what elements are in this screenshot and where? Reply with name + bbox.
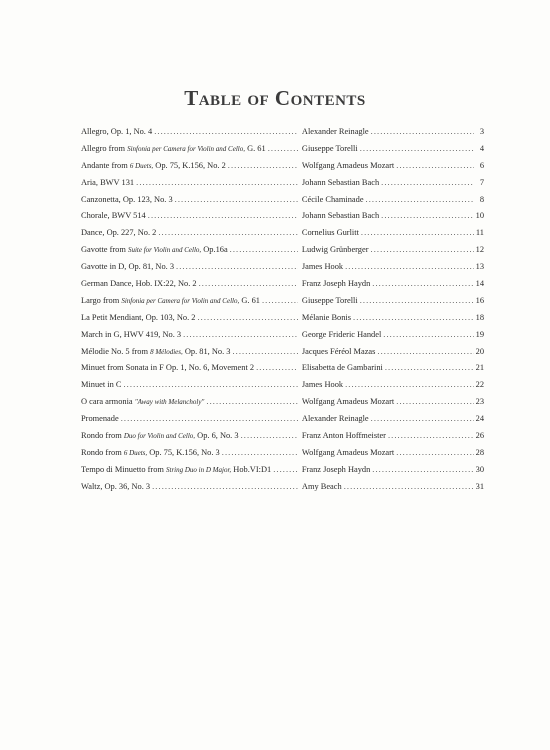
toc-entry [81,444,484,461]
entry-title: Minuet in C [81,380,122,390]
entry-composer: Amy Beach [301,481,342,491]
toc-entry [81,123,484,140]
entry-composer: Franz Joseph Haydn [301,464,371,474]
entry-title: Allegro, Op. 1, No. 4 [81,126,153,136]
entry-title: Dance, Op. 227, No. 2 [81,228,157,238]
toc-entry [81,140,484,157]
entry-composer: Mélanie Bonis [301,312,351,322]
entry-title: Gavotte in D, Op. 81, No. 3 [81,262,175,272]
toc-entry [81,309,484,326]
toc-entry [81,410,484,427]
entry-title: Waltz, Op. 36, No. 3 [81,481,151,491]
entry-composer: Johann Sebastian Bach [301,211,380,221]
entry-composer: Wolfgang Amadeus Mozart [301,447,395,457]
entry-title: German Dance, Hob. IX:22, No. 2 [81,278,197,288]
entry-title: La Petit Mendiant, Op. 103, No. 2 [81,312,196,322]
entry-page: 11 [475,228,484,238]
entry-title: March in G, HWV 419, No. 3 [81,329,182,339]
toc-entry [81,292,484,309]
entry-page: 20 [475,346,484,356]
entry-composer: Elisabetta de Gambarini [301,363,383,373]
entry-page: 24 [475,414,484,424]
toc-entry [81,478,484,495]
entry-title: Rondo from Duo for Violin and Cello, Op. 6, No. 3 [81,430,239,440]
entry-page: 7 [479,177,484,187]
entry-page: 12 [475,245,484,255]
entry-composer: Giuseppe Torelli [301,295,358,305]
toc-entry [81,258,484,275]
entry-page: 21 [475,363,484,373]
entry-page: 19 [475,329,484,339]
entry-composer: Ludwig Grünberger [301,245,369,255]
entry-composer: Alexander Reinagle [301,414,369,424]
entry-page: 14 [475,278,484,288]
toc-entry [81,376,484,393]
toc-entry [81,275,484,292]
entry-title: Rondo from 6 Duets, Op. 75, K.156, No. 3 [81,447,220,457]
toc-list [81,123,484,495]
entry-page: 3 [479,126,484,136]
entry-title: Largo from Sinfonia per Camera for Violin and Cello, G. 61 [81,295,260,305]
entry-page: 16 [475,295,484,305]
entry-composer: Giuseppe Torelli [301,143,358,153]
entry-page: 28 [475,447,484,457]
entry-title: Allegro from Sinfonia per Camera for Violin and Cello, G. 61 [81,143,266,153]
entry-title: Promenade [81,414,119,424]
toc-entry [81,224,484,241]
entry-title: Mélodie No. 5 from 8 Mélodies, Op. 81, No. 3 [81,346,231,356]
entry-composer: Wolfgang Amadeus Mozart [301,397,395,407]
toc-entry [81,326,484,343]
toc-entry [81,241,484,258]
entry-composer: Franz Joseph Haydn [301,278,371,288]
toc-entry [81,343,484,360]
entry-composer: Wolfgang Amadeus Mozart [301,160,395,170]
entry-page: 18 [475,312,484,322]
entry-composer: James Hook [301,262,344,272]
entry-composer: James Hook [301,380,344,390]
entry-title: Aria, BWV 131 [81,177,135,187]
entry-page: 8 [479,194,484,204]
entry-page: 23 [475,397,484,407]
entry-title: Minuet from Sonata in F Op. 1, No. 6, Movement 2 [81,363,255,373]
entry-page: 4 [479,143,484,153]
entry-title: O cara armonia "Away with Melancholy" [81,397,205,407]
toc-entry [81,157,484,174]
toc-entry [81,461,484,478]
entry-page: 31 [475,481,484,491]
entry-composer: Alexander Reinagle [301,126,369,136]
entry-page: 10 [475,211,484,221]
entry-composer: Jacques Féréol Mazas [301,346,376,356]
page-title: Table of Contents [184,86,366,110]
toc-entry [81,427,484,444]
entry-page: 26 [475,430,484,440]
entry-composer: Cécile Chaminade [301,194,364,204]
entry-page: 22 [475,380,484,390]
entry-page: 13 [475,262,484,272]
entry-composer: Franz Anton Hoffmeister [301,430,386,440]
entry-composer: Cornelius Gurlitt [301,228,359,238]
entry-composer: George Frideric Handel [301,329,382,339]
toc-entry [81,207,484,224]
entry-title: Tempo di Minuetto from String Duo in D Major, Hob.VI:D1 [81,464,272,474]
entry-title: Andante from 6 Duets, Op. 75, K.156, No. 2 [81,160,226,170]
toc-entry [81,191,484,208]
entry-title: Canzonetta, Op. 123, No. 3 [81,194,173,204]
entry-page: 6 [479,160,484,170]
toc-entry [81,393,484,410]
toc-entry [81,174,484,191]
entry-composer: Johann Sebastian Bach [301,177,380,187]
entry-title: Chorale, BWV 514 [81,211,146,221]
entry-page: 30 [475,464,484,474]
toc-entry [81,359,484,376]
entry-title: Gavotte from Suite for Violin and Cello, Op.16a [81,245,228,255]
